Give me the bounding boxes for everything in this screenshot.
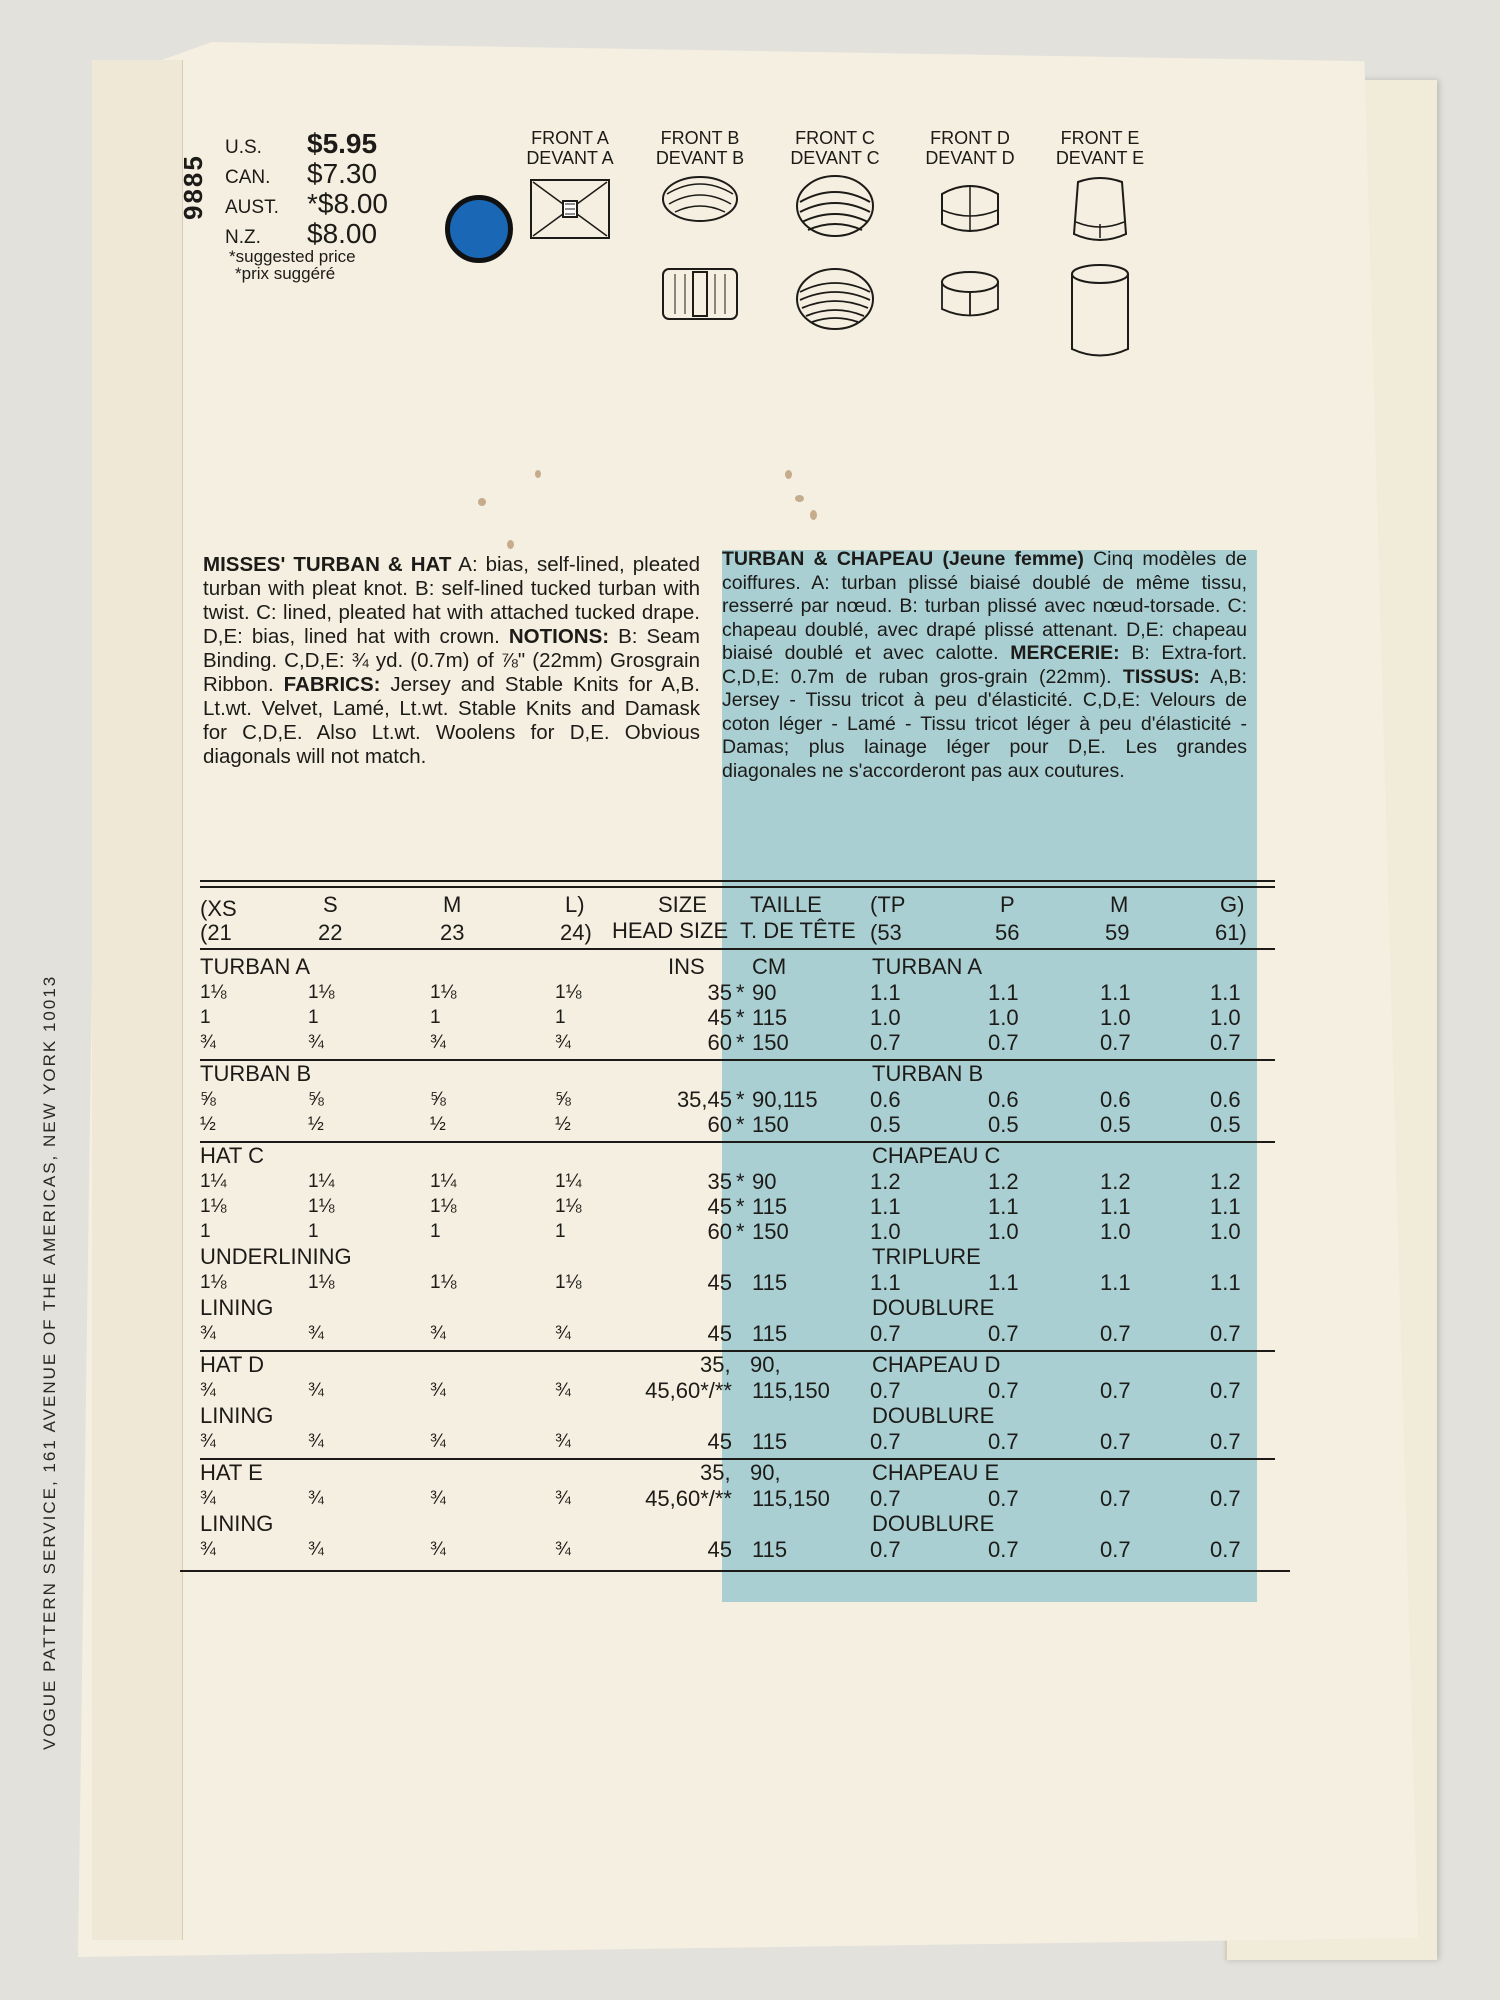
turban-a-bow-icon xyxy=(525,174,615,244)
metric-value: 0.5 xyxy=(1100,1112,1131,1137)
metric-value: 1.0 xyxy=(870,1219,901,1244)
yardage-value: 1⅛ xyxy=(430,1196,457,1217)
yardage-value: ¾ xyxy=(200,1032,216,1053)
yardage-value: ¾ xyxy=(308,1380,324,1401)
metric-value: 1.1 xyxy=(988,1270,1019,1295)
section-label-en: LINING xyxy=(200,1403,274,1428)
french-body: Cinq modèles de coiffures. A: turban plissé biaisé doublé de même tissu, resserré par nœud. B: turban plissé avec nœud-torsade. C: chapeau doublé, avec drapé plissé attenant. D,E: chapeau biaisé doublé et avec calotte. xyxy=(722,548,1247,664)
yardage-value: 1 xyxy=(430,1007,441,1028)
us-price-label: U.S. xyxy=(225,137,262,158)
width-cm: 90 xyxy=(752,1169,777,1194)
metric-value: 0.7 xyxy=(988,1537,1019,1562)
section-label-fr: TURBAN A xyxy=(872,954,983,979)
notions-text: B: Seam Binding. C,D,E: ¾ yd. (0.7m) of ⅞" (22mm) Grosgrain Ribbon. xyxy=(203,625,701,696)
yardage-value: ⅝ xyxy=(200,1089,216,1110)
width-marker: * xyxy=(736,1030,745,1055)
yardage-value: 1⅛ xyxy=(308,982,335,1003)
yardage-value: ⅝ xyxy=(430,1089,446,1110)
turban-b-twist-icon xyxy=(655,174,745,324)
envelope-left-edge xyxy=(92,60,183,1940)
header-size: SIZE xyxy=(658,892,707,917)
section-label-fr: CHAPEAU E xyxy=(872,1460,1000,1485)
table-rule xyxy=(200,1059,1275,1061)
notions-label: NOTIONS: xyxy=(508,625,610,648)
header-s: S xyxy=(323,892,338,917)
english-body: A: bias, self-lined, pleated turban with pleat knot. B: self-lined tucked turban with twist. C: lined, pleated hat with attached tucked drape. D,E: bias, lined hat with crown. xyxy=(203,553,700,648)
metric-value: 0.7 xyxy=(1210,1537,1241,1562)
stain-mark xyxy=(507,540,514,549)
view-label-line2: DEVANT E xyxy=(1055,148,1145,168)
metric-value: 1.0 xyxy=(870,1005,901,1030)
width-ins: 35 xyxy=(707,980,732,1005)
yardage-value: 1 xyxy=(308,1221,319,1242)
metric-value: 0.7 xyxy=(1100,1486,1131,1511)
metric-value: 1.1 xyxy=(1100,980,1131,1005)
width-marker: * xyxy=(736,1005,745,1030)
fabrics-text: Jersey and Stable Knits for A,B. Lt.wt. Velvet, Lamé, Lt.wt. Stable Knits and Damask for C,D,E. Also Lt.wt. Woolens for D,E. Obvious diagonals will not match. xyxy=(203,673,700,768)
section-label-en: TURBAN A xyxy=(200,954,311,979)
yardage-value: ¾ xyxy=(430,1032,446,1053)
width-ins: 45 xyxy=(707,1005,732,1030)
header-m-fr-num: 59 xyxy=(1105,920,1130,945)
yardage-value: 1 xyxy=(430,1221,441,1242)
table-rule xyxy=(180,1570,1290,1572)
section-label-en: HAT E xyxy=(200,1460,263,1485)
header-head-size: HEAD SIZE xyxy=(612,918,729,943)
view-label-line1: FRONT E xyxy=(1060,128,1140,148)
fabrics-label: FABRICS: xyxy=(283,673,381,696)
spine-address: VOGUE PATTERN SERVICE, 161 AVENUE OF THE AMERICAS, NEW YORK 10013 xyxy=(40,974,59,1750)
metric-value: 0.7 xyxy=(1100,1378,1131,1403)
header-tp-num: (53 xyxy=(870,920,902,945)
metric-value: 0.6 xyxy=(988,1087,1019,1112)
width-marker: * xyxy=(736,1219,745,1244)
blue-dot-marker xyxy=(445,195,513,263)
yardage-value: 1¼ xyxy=(308,1171,335,1192)
stain-mark xyxy=(810,510,817,520)
metric-value: 1.1 xyxy=(1210,1270,1241,1295)
yardage-value: ¾ xyxy=(430,1539,446,1560)
metric-value: 0.7 xyxy=(870,1321,901,1346)
header-taille: TAILLE xyxy=(750,892,822,917)
section-label-fr: CHAPEAU C xyxy=(872,1143,1001,1168)
width-cm: 90 xyxy=(752,980,777,1005)
view-front-c xyxy=(770,128,900,334)
yardage-value: 1⅛ xyxy=(430,1272,457,1293)
width-cm: 115,150 xyxy=(752,1378,830,1403)
metric-value: 0.7 xyxy=(988,1321,1019,1346)
yardage-value: ¾ xyxy=(555,1032,571,1053)
section-label-fr: DOUBLURE xyxy=(872,1511,995,1536)
metric-value: 1.1 xyxy=(1210,980,1241,1005)
view-front-b xyxy=(635,128,765,324)
yardage-value: 1 xyxy=(555,1221,566,1242)
can-price: $7.30 xyxy=(307,158,378,189)
yardage-value: ¾ xyxy=(430,1431,446,1452)
width-marker: * xyxy=(736,1194,745,1219)
width-ins: 45,60*/** xyxy=(645,1378,732,1403)
metric-value: 0.7 xyxy=(988,1486,1019,1511)
yardage-value: ¾ xyxy=(430,1323,446,1344)
header-l: L) xyxy=(565,892,585,917)
hat-e-tall-crown-icon xyxy=(1060,174,1140,364)
metric-value: 0.5 xyxy=(988,1112,1019,1137)
view-label-line1: FRONT B xyxy=(660,128,740,148)
yardage-value: 1¼ xyxy=(200,1171,227,1192)
view-label-line1: FRONT A xyxy=(531,128,609,148)
view-illustrations xyxy=(505,128,1185,388)
metric-value: 0.7 xyxy=(870,1429,901,1454)
metric-value: 1.0 xyxy=(988,1219,1019,1244)
aust-price-label: AUST. xyxy=(225,197,279,218)
yardage-value: ¾ xyxy=(200,1539,216,1560)
section-label-fr: DOUBLURE xyxy=(872,1295,995,1320)
metric-value: 0.7 xyxy=(988,1378,1019,1403)
tissus-label: TISSUS: xyxy=(1122,665,1200,688)
yardage-value: ½ xyxy=(430,1114,446,1135)
metric-value: 1.0 xyxy=(1100,1219,1131,1244)
view-label-line1: FRONT D xyxy=(930,128,1010,148)
metric-value: 1.0 xyxy=(1210,1005,1241,1030)
yardage-value: ¾ xyxy=(200,1431,216,1452)
header-m: M xyxy=(443,892,462,917)
width-marker: * xyxy=(736,1169,745,1194)
width-cm: 150 xyxy=(752,1112,789,1137)
view-front-e xyxy=(1035,128,1165,364)
metric-value: 1.1 xyxy=(1100,1270,1131,1295)
width-ins: 35,45 xyxy=(676,1087,732,1112)
header-p: P xyxy=(1000,892,1015,917)
metric-value: 0.5 xyxy=(870,1112,901,1137)
units-cm: CM xyxy=(752,954,787,979)
width-ins: 35 xyxy=(707,1169,732,1194)
metric-value: 1.0 xyxy=(988,1005,1019,1030)
header-m-num: 23 xyxy=(440,920,465,945)
yardage-value: ¾ xyxy=(200,1323,216,1344)
stain-mark xyxy=(478,498,486,506)
header-g-num: 61) xyxy=(1215,920,1247,945)
yardage-value: ¾ xyxy=(308,1539,324,1560)
yardage-value: ¾ xyxy=(200,1488,216,1509)
width-marker: * xyxy=(736,1112,745,1137)
width-ins: 45,60*/** xyxy=(645,1486,732,1511)
width-ins: 35, xyxy=(700,1460,731,1485)
french-title: TURBAN & CHAPEAU (Jeune femme) xyxy=(722,548,1084,570)
header-xs: (XS xyxy=(200,896,237,921)
table-rule xyxy=(200,1350,1275,1352)
suggested-price-note: *suggested price xyxy=(229,247,356,266)
metric-value: 1.1 xyxy=(1100,1194,1131,1219)
metric-value: 1.2 xyxy=(1210,1169,1241,1194)
width-marker: * xyxy=(736,1087,745,1112)
yardage-value: ¾ xyxy=(555,1323,571,1344)
width-ins: 60 xyxy=(707,1112,732,1137)
metric-value: 1.1 xyxy=(988,1194,1019,1219)
metric-value: 0.6 xyxy=(870,1087,901,1112)
width-cm: 115,150 xyxy=(752,1486,830,1511)
section-label-en: LINING xyxy=(200,1295,274,1320)
width-cm: 90,115 xyxy=(752,1087,818,1112)
width-cm: 90, xyxy=(750,1460,781,1485)
width-ins: 45 xyxy=(707,1194,732,1219)
hat-d-pillbox-icon xyxy=(930,174,1010,334)
metric-value: 0.7 xyxy=(870,1378,901,1403)
metric-value: 0.6 xyxy=(1100,1087,1131,1112)
section-label-en: HAT D xyxy=(200,1352,264,1377)
table-rule xyxy=(200,880,1275,882)
yardage-value: 1⅛ xyxy=(308,1196,335,1217)
hat-c-drape-icon xyxy=(790,174,880,334)
yardage-value: ¾ xyxy=(308,1323,324,1344)
yardage-value: ¾ xyxy=(555,1380,571,1401)
metric-value: 1.2 xyxy=(870,1169,901,1194)
view-front-a xyxy=(505,128,635,244)
view-label-line2: DEVANT C xyxy=(790,148,880,168)
yardage-value: ¾ xyxy=(308,1488,324,1509)
metric-value: 0.7 xyxy=(870,1030,901,1055)
header-xs-num: (21 xyxy=(200,920,232,945)
mercerie-text: B: Extra-fort. C,D,E: 0.7m de ruban gros-grain (22mm). xyxy=(722,642,1248,688)
yardage-value: ¾ xyxy=(555,1539,571,1560)
section-label-fr: CHAPEAU D xyxy=(872,1352,1001,1377)
metric-value: 1.0 xyxy=(1210,1219,1241,1244)
yardage-value: ⅝ xyxy=(555,1089,571,1110)
view-label-line2: DEVANT A xyxy=(526,148,614,168)
metric-value: 0.7 xyxy=(1210,1429,1241,1454)
yardage-value: 1⅛ xyxy=(308,1272,335,1293)
table-rule xyxy=(200,1141,1275,1143)
metric-value: 0.7 xyxy=(1100,1537,1131,1562)
width-cm: 115 xyxy=(752,1537,788,1562)
yardage-value: 1⅛ xyxy=(555,1196,582,1217)
yardage-value: 1 xyxy=(555,1007,566,1028)
yardage-value: 1 xyxy=(200,1221,211,1242)
yardage-value: ¾ xyxy=(308,1032,324,1053)
header-tete: T. DE TÊTE xyxy=(740,918,856,943)
view-label-line2: DEVANT D xyxy=(925,148,1015,168)
yardage-table xyxy=(180,880,1290,1600)
view-label-line1: FRONT C xyxy=(795,128,875,148)
yardage-value: 1 xyxy=(200,1007,211,1028)
metric-value: 1.1 xyxy=(988,980,1019,1005)
header-m-fr: M xyxy=(1110,892,1129,917)
yardage-value: 1⅛ xyxy=(200,1196,227,1217)
yardage-value: ¾ xyxy=(430,1380,446,1401)
section-label-en: LINING xyxy=(200,1511,274,1536)
prix-suggere-note: *prix suggéré xyxy=(235,264,336,283)
width-ins: 45 xyxy=(707,1321,732,1346)
width-cm: 115 xyxy=(752,1321,788,1346)
width-cm: 150 xyxy=(752,1219,789,1244)
yardage-value: 1¼ xyxy=(555,1171,582,1192)
width-marker: * xyxy=(736,980,745,1005)
width-cm: 115 xyxy=(752,1270,788,1295)
metric-value: 0.7 xyxy=(1100,1321,1131,1346)
nz-price: $8.00 xyxy=(307,218,378,249)
table-rule xyxy=(200,886,1275,888)
width-ins: 45 xyxy=(707,1537,732,1562)
tissus-text: A,B: Jersey - Tissu tricot à peu d'élasticité. C,D,E: Velours de coton léger - Lamé - Tissu tricot léger à peu d'élasticité - Damas; plus lainage léger pour D,E. Les grandes diagonales ne s'accorderont pas aux coutures. xyxy=(722,665,1247,782)
width-cm: 115 xyxy=(752,1005,788,1030)
yardage-value: ¾ xyxy=(555,1431,571,1452)
yardage-value: ¾ xyxy=(200,1380,216,1401)
yardage-value: 1⅛ xyxy=(555,982,582,1003)
width-cm: 90, xyxy=(750,1352,781,1377)
metric-value: 0.7 xyxy=(988,1429,1019,1454)
metric-value: 0.7 xyxy=(870,1486,901,1511)
width-ins: 45 xyxy=(707,1429,732,1454)
metric-value: 1.1 xyxy=(870,1194,901,1219)
us-price: $5.95 xyxy=(307,128,378,159)
yardage-value: 1⅛ xyxy=(200,982,227,1003)
yardage-value: 1 xyxy=(308,1007,319,1028)
section-label-en: TURBAN B xyxy=(200,1061,312,1086)
yardage-value: 1⅛ xyxy=(200,1272,227,1293)
header-l-num: 24) xyxy=(560,920,592,945)
metric-value: 0.7 xyxy=(1210,1030,1241,1055)
metric-value: 0.5 xyxy=(1210,1112,1241,1137)
table-rule xyxy=(200,1458,1275,1460)
section-label-en: UNDERLINING xyxy=(200,1244,352,1269)
metric-value: 1.1 xyxy=(1210,1194,1241,1219)
metric-value: 0.7 xyxy=(1100,1030,1131,1055)
metric-value: 0.7 xyxy=(1100,1429,1131,1454)
header-p-num: 56 xyxy=(995,920,1020,945)
header-s-num: 22 xyxy=(318,920,343,945)
aust-price: *$8.00 xyxy=(307,188,388,219)
stain-mark xyxy=(785,470,792,479)
yardage-value: ¾ xyxy=(430,1488,446,1509)
section-label-en: HAT C xyxy=(200,1143,264,1168)
yardage-value: ½ xyxy=(308,1114,324,1135)
yardage-value: ¾ xyxy=(555,1488,571,1509)
metric-value: 1.2 xyxy=(1100,1169,1131,1194)
section-label-fr: TRIPLURE xyxy=(872,1244,981,1269)
metric-value: 1.2 xyxy=(988,1169,1019,1194)
width-ins: 45 xyxy=(707,1270,732,1295)
metric-value: 1.1 xyxy=(870,1270,901,1295)
yardage-value: 1⅛ xyxy=(430,982,457,1003)
yardage-value: ¾ xyxy=(308,1431,324,1452)
view-front-d xyxy=(905,128,1035,334)
can-price-label: CAN. xyxy=(225,167,271,188)
width-ins: 35, xyxy=(700,1352,731,1377)
yardage-value: ½ xyxy=(555,1114,571,1135)
header-g: G) xyxy=(1220,892,1245,917)
metric-value: 0.7 xyxy=(988,1030,1019,1055)
section-label-fr: TURBAN B xyxy=(872,1061,984,1086)
width-ins: 60 xyxy=(707,1030,732,1055)
section-label-fr: DOUBLURE xyxy=(872,1403,995,1428)
width-cm: 150 xyxy=(752,1030,789,1055)
metric-value: 0.7 xyxy=(1210,1378,1241,1403)
english-title: MISSES' TURBAN & HAT xyxy=(203,553,452,576)
view-label-line2: DEVANT B xyxy=(655,148,745,168)
stain-mark xyxy=(535,470,541,478)
stain-mark xyxy=(795,495,804,502)
table-rule xyxy=(200,948,1275,950)
units-ins: INS xyxy=(668,954,705,979)
metric-value: 0.7 xyxy=(870,1537,901,1562)
metric-value: 0.6 xyxy=(1210,1087,1241,1112)
yardage-value: 1⅛ xyxy=(555,1272,582,1293)
metric-value: 1.0 xyxy=(1100,1005,1131,1030)
metric-value: 0.7 xyxy=(1210,1486,1241,1511)
english-description xyxy=(203,553,700,769)
metric-value: 1.1 xyxy=(870,980,901,1005)
french-description xyxy=(722,548,1247,783)
pattern-number: 9885 xyxy=(178,154,208,220)
yardage-value: ½ xyxy=(200,1114,216,1135)
mercerie-label: MERCERIE: xyxy=(1010,642,1120,664)
price-block xyxy=(225,128,388,282)
width-cm: 115 xyxy=(752,1194,788,1219)
yardage-value: ⅝ xyxy=(308,1089,324,1110)
width-cm: 115 xyxy=(752,1429,788,1454)
nz-price-label: N.Z. xyxy=(225,227,261,248)
width-ins: 60 xyxy=(707,1219,732,1244)
metric-value: 0.7 xyxy=(1210,1321,1241,1346)
yardage-value: 1¼ xyxy=(430,1171,457,1192)
header-tp: (TP xyxy=(870,892,906,917)
